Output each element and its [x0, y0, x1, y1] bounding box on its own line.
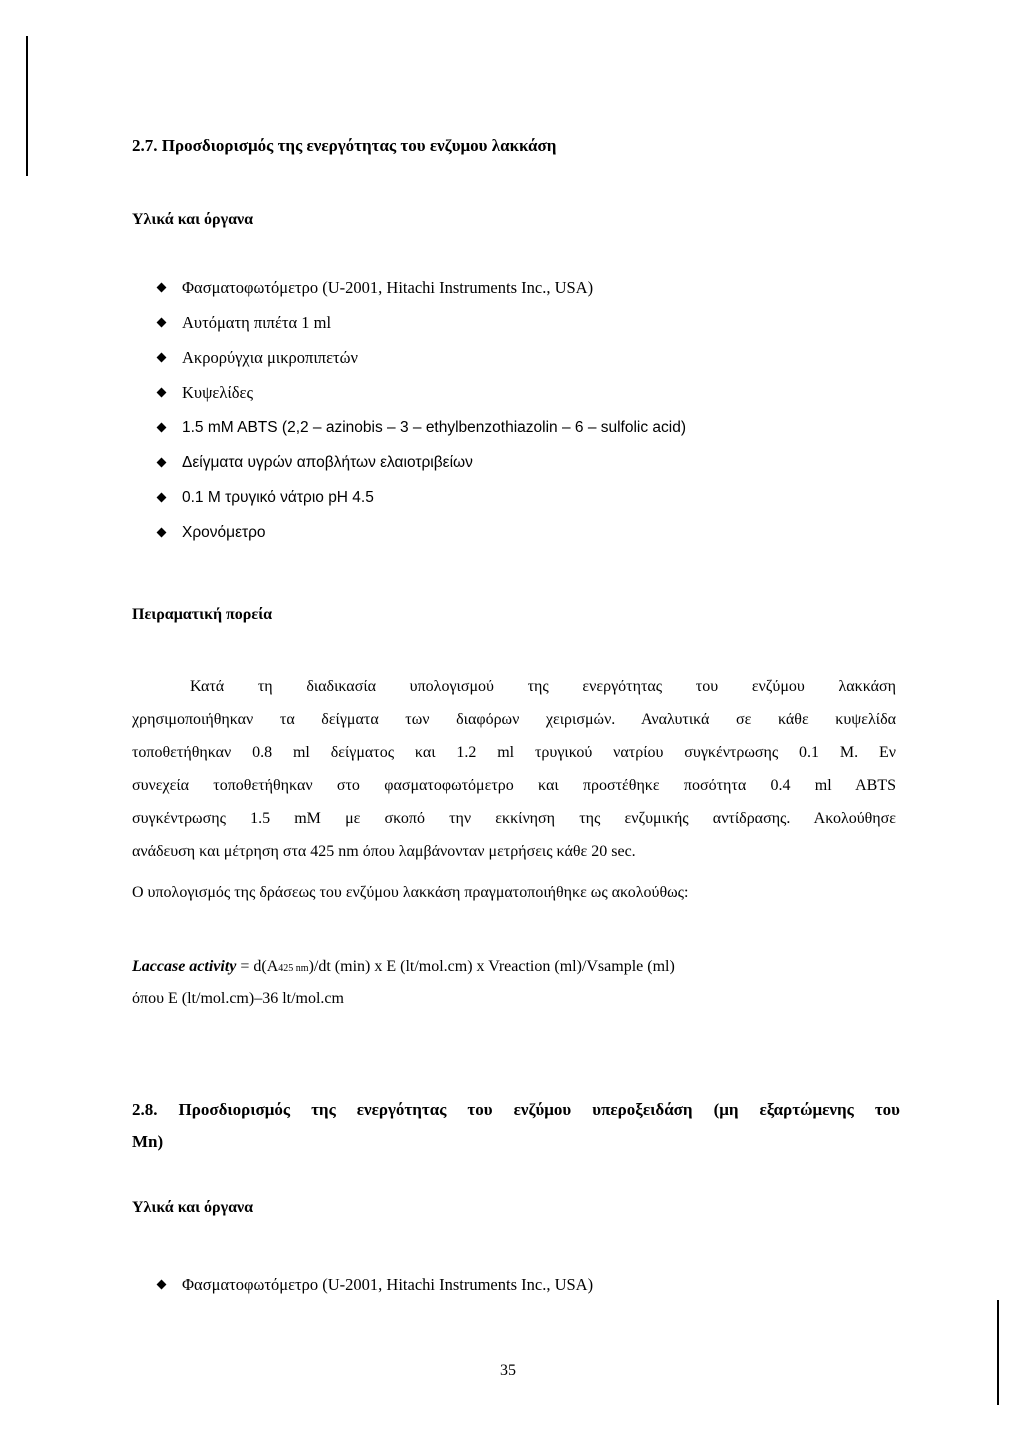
- diamond-bullet-icon: [157, 1280, 167, 1290]
- list-item-text: 1.5 mM ABTS (2,2 – azinobis – 3 – ethylbenzothiazolin – 6 – sulfolic acid): [182, 419, 687, 436]
- diamond-bullet-icon: [157, 493, 167, 503]
- formula-label: Laccase activity: [132, 958, 237, 975]
- formula-eq-rest: )/dt (min) x E (lt/mol.cm) x Vreaction (ml)/Vsample (ml): [308, 958, 675, 975]
- diamond-bullet-icon: [157, 528, 167, 538]
- list-item-text: 0.1 M τρυγικό νάτριο pH 4.5: [182, 489, 374, 506]
- materials-heading-2-7: Υλικά και όργανα: [132, 211, 254, 228]
- laccase-formula: [132, 958, 675, 976]
- list-item-text: Φασματοφωτόμετρο (U-2001, Hitachi Instruments Inc., USA): [182, 1275, 594, 1294]
- materials-heading-2-8: Υλικά και όργανα: [132, 1199, 254, 1216]
- section-title-2-8: [132, 1094, 900, 1158]
- list-item-text: Αυτόματη πιπέτα 1 ml: [182, 313, 332, 332]
- paragraph-line: τοποθετήθηκαν 0.8 ml δείγματος και 1.2 ml τρυγικού νατρίου συγκέντρωσης 0.1 M. Εν: [132, 744, 896, 761]
- list-item-text: Φασματοφωτόμετρο (U-2001, Hitachi Instruments Inc., USA): [182, 278, 594, 297]
- scan-edge-line-right: [997, 1300, 999, 1405]
- diamond-bullet-icon: [157, 318, 167, 328]
- formula-where-line: όπου E (lt/mol.cm)–36 lt/mol.cm: [132, 990, 344, 1007]
- formula-subscript: 425 nm: [278, 963, 309, 974]
- paragraph-line: συνεχεία τοποθετήθηκαν στο φασματοφωτόμετρο και προστέθηκε ποσότητα 0.4 ml ABTS: [132, 777, 896, 794]
- list-item-text: Δείγματα υγρών αποβλήτων ελαιοτριβείων: [182, 454, 473, 471]
- procedure-heading: Πειραματική πορεία: [132, 606, 273, 623]
- list-item-text: Ακρορύγχια μικροπιπετών: [182, 348, 359, 367]
- diamond-bullet-icon: [157, 423, 167, 433]
- page-number: 35: [500, 1362, 516, 1379]
- paragraph-line: χρησιμοποιήθηκαν τα δείγματα των διαφόρων χειρισμών. Αναλυτικά σε κάθε κυψελίδα: [132, 711, 896, 728]
- paragraph-line: ανάδευση και μέτρηση στα 425 nm όπου λαμβάνονταν μετρήσεις κάθε 20 sec.: [132, 843, 636, 860]
- diamond-bullet-icon: [157, 283, 167, 293]
- procedure-paragraph: [132, 670, 896, 868]
- diamond-bullet-icon: [157, 458, 167, 468]
- diamond-bullet-icon: [157, 353, 167, 363]
- list-item-text: Χρονόμετρο: [182, 524, 266, 541]
- list-item-text: Κυψελίδες: [182, 383, 254, 402]
- paragraph-line: Κατά τη διαδικασία υπολογισμού της ενεργότητας του ενζύμου λακκάση: [190, 678, 896, 695]
- section-title-2-8-line1: 2.8. Προσδιορισμός της ενεργότητας του ενζύμου υπεροξειδάση (μη εξαρτώμενης του: [132, 1100, 900, 1119]
- formula-eq-start: = d(A: [236, 958, 279, 975]
- section-title-2-8-line2: Mn): [132, 1132, 164, 1151]
- scan-edge-line-left: [26, 36, 28, 176]
- diamond-bullet-icon: [157, 388, 167, 398]
- calculation-intro: Ο υπολογισμός της δράσεως του ενζύμου λακκάση πραγματοποιήθηκε ως ακολούθως:: [132, 884, 689, 901]
- paragraph-line: συγκέντρωσης 1.5 mM με σκοπό την εκκίνηση της ενζυμικής αντίδρασης. Ακολούθησε: [132, 810, 896, 827]
- section-title-2-7: 2.7. Προσδιορισμός της ενεργότητας του ενζυμου λακκάση: [132, 136, 557, 155]
